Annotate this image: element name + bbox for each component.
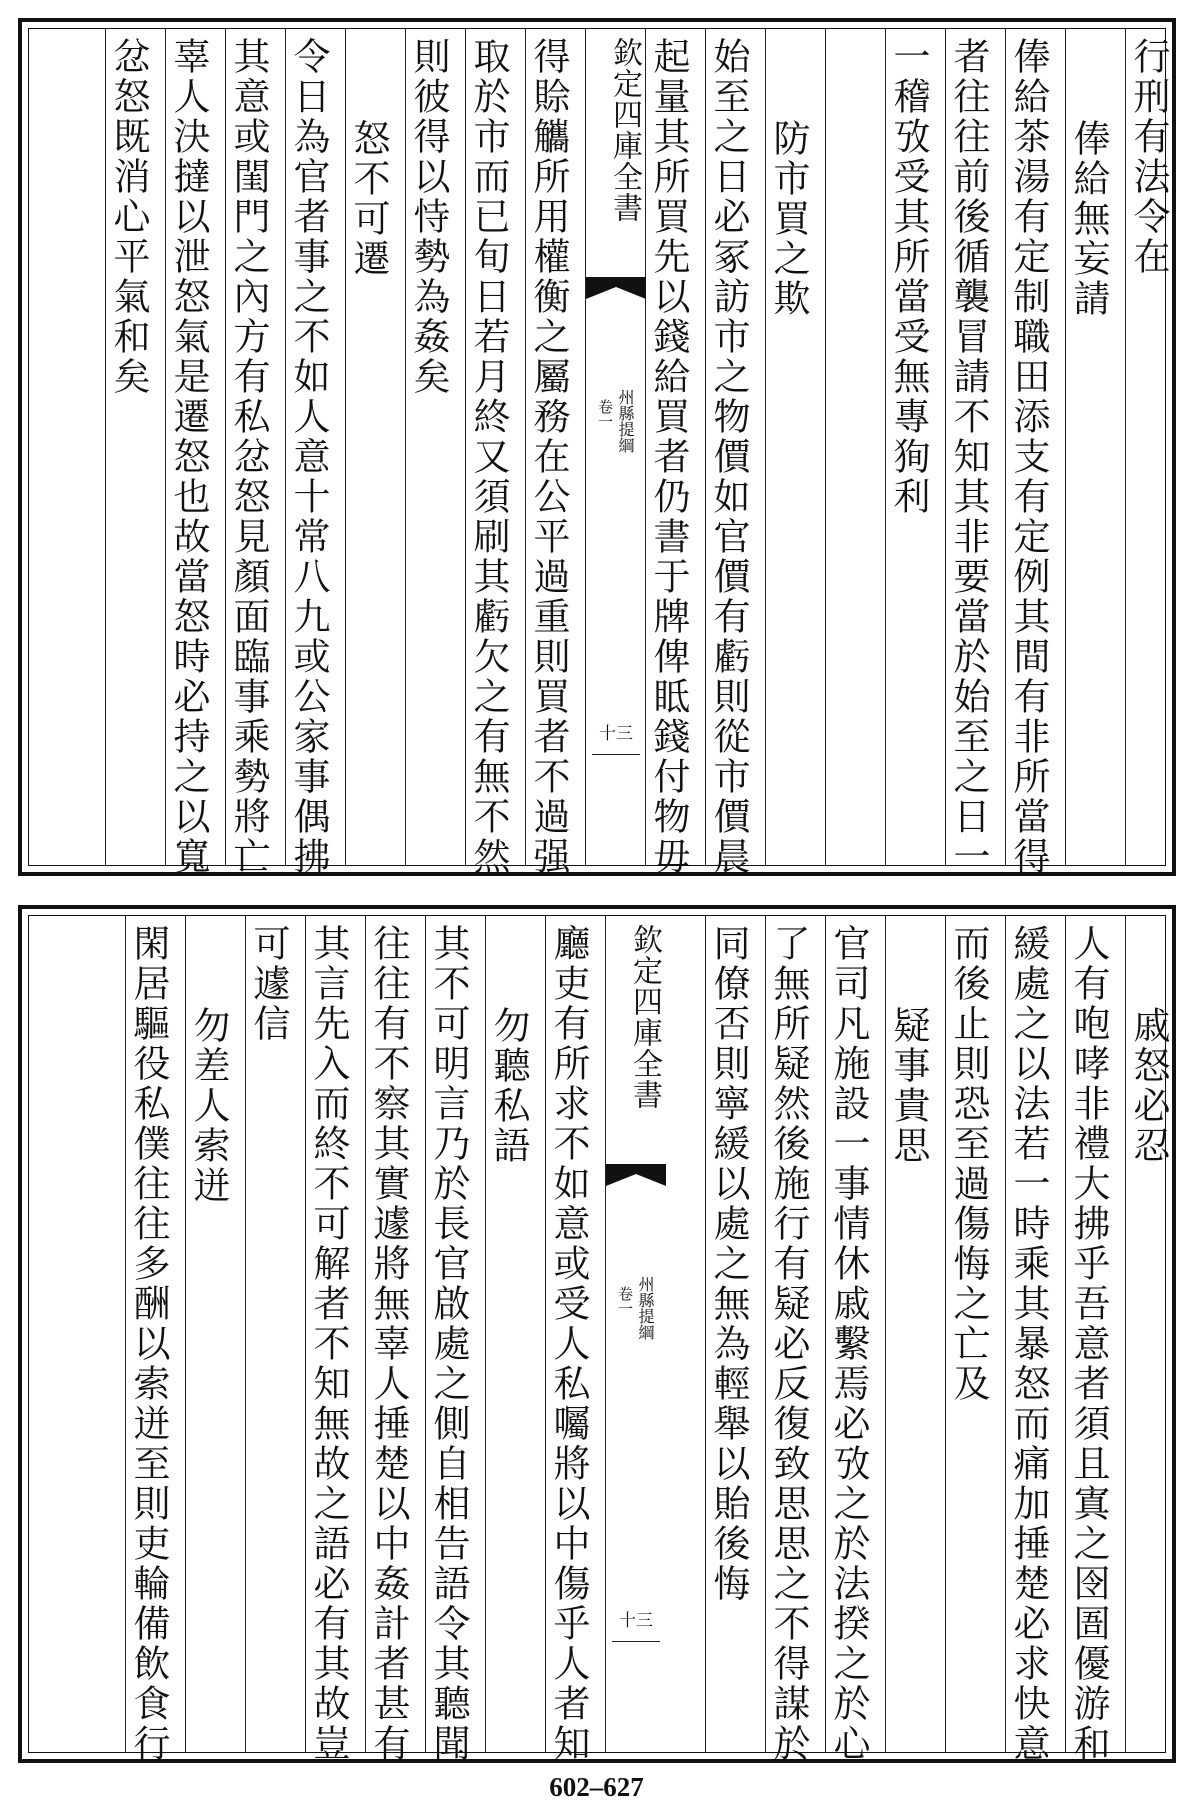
text-column xyxy=(545,916,590,1764)
volume-label: 卷一 xyxy=(616,1286,634,1316)
column-text: 緩處之以法若一時乘其暴怒而痛加捶楚必求快意 xyxy=(1007,924,1050,1764)
column-text: 其言先入而終不可解者不知無故之語必有其故豈 xyxy=(307,924,350,1764)
top-page-panel xyxy=(18,18,1176,876)
text-column xyxy=(225,29,270,877)
heading-column xyxy=(345,29,390,865)
column-text: 忿怒既消心平氣和矣 xyxy=(107,37,150,397)
text-column xyxy=(705,29,750,877)
fishtail-ornament xyxy=(586,277,646,299)
text-column xyxy=(1065,916,1110,1764)
volume-label: 卷一 xyxy=(596,399,614,429)
section-heading: 疑事貴思 xyxy=(887,1006,930,1166)
column-text: 其不可明言乃於長官啟處之側自相告語令其聽聞 xyxy=(427,924,470,1764)
column-text: 人有咆哮非禮大拂乎吾意者須且寘之囹圄優游和 xyxy=(1067,924,1110,1764)
book-title: 州縣提綱 xyxy=(636,1276,655,1340)
text-column xyxy=(945,916,990,1752)
text-column xyxy=(765,916,810,1764)
text-column xyxy=(425,916,470,1764)
column-text: 同僚否則寧緩以處之無為輕舉以貽後悔 xyxy=(707,924,750,1604)
text-column xyxy=(705,916,750,1752)
column-text: 行刑有法令在 xyxy=(1127,37,1170,277)
book-collection-title: 欽定四庫全書 xyxy=(627,924,662,1110)
text-column xyxy=(125,916,170,1764)
column-text: 而後止則恐至過傷悔之亡及 xyxy=(947,924,990,1404)
text-column xyxy=(305,916,350,1764)
column-text: 其意或閨門之內方有私忿怒見顏面臨事乘勢將亡 xyxy=(227,37,270,877)
section-heading: 戚怒必忍 xyxy=(1127,1006,1170,1166)
column-text: 閑居驅役私僕往往多酬以索迸至則吏輪備飲食行 xyxy=(127,924,170,1764)
text-column xyxy=(405,29,450,865)
column-text: 了無所疑然後施行有疑必反復致思思之不得謀於 xyxy=(767,924,810,1764)
center-strip xyxy=(585,29,646,865)
column-text: 起量其所買先以錢給買者仍書于牌俾眡錢付物毋 xyxy=(647,37,690,877)
heading-column xyxy=(485,916,530,1752)
fishtail-ornament xyxy=(606,1164,666,1186)
bottom-page-panel xyxy=(18,905,1176,1763)
column-text: 得賒觿所用權衡之屬務在公平過重則買者不過强 xyxy=(527,37,570,877)
column-text: 廳吏有所求不如意或受人私囑將以中傷乎人者知 xyxy=(547,924,590,1764)
folio-number: 十三 xyxy=(599,724,633,744)
text-column xyxy=(945,29,990,877)
column-text: 者往往前後循襲冒請不知其非要當於始至之日一 xyxy=(947,37,990,877)
text-column xyxy=(465,29,510,877)
section-heading: 勿聽私語 xyxy=(487,1006,530,1166)
section-heading: 怒不可遷 xyxy=(347,119,390,279)
column-text: 往往有不察其實遽將無辜人捶楚以中姦計者甚有 xyxy=(367,924,410,1764)
column-text: 官司凡施設一事情休戚繫焉必攷之於法揆之於心 xyxy=(827,924,870,1764)
text-column xyxy=(525,29,570,877)
text-column xyxy=(885,29,930,865)
column-text: 令日為官者事之不如人意十常八九或公家事偶拂 xyxy=(287,37,330,877)
top-page-frame xyxy=(28,28,1170,877)
strip-rule xyxy=(612,1641,660,1642)
text-column xyxy=(285,29,330,877)
heading-column xyxy=(765,29,810,865)
column-text: 始至之日必冢訪市之物價如官價有虧則從市價晨 xyxy=(707,37,750,877)
text-column xyxy=(1125,29,1170,865)
text-column xyxy=(105,29,150,865)
section-heading: 防市買之欺 xyxy=(767,119,810,319)
text-column xyxy=(365,916,410,1764)
column-text: 則彼得以恃勢為姦矣 xyxy=(407,37,450,397)
column-text: 一稽攷受其所當受無專狥利 xyxy=(887,37,930,517)
text-column xyxy=(1005,29,1050,877)
column-text: 取於市而已旬日若月終又須刷其虧欠之有無不然 xyxy=(467,37,510,877)
book-collection-title: 欽定四庫全書 xyxy=(607,37,642,223)
column-text: 俸給茶湯有定制職田添支有定例其間有非所當得 xyxy=(1007,37,1050,877)
heading-column xyxy=(885,916,930,1752)
blank-column xyxy=(825,29,870,865)
center-strip xyxy=(605,916,666,1752)
text-column xyxy=(825,916,870,1764)
heading-column xyxy=(1125,916,1170,1752)
strip-rule xyxy=(592,754,640,755)
folio-number: 十三 xyxy=(619,1611,653,1631)
column-text: 辜人決撻以泄怒氣是遷怒也故當怒時必持之以寬 xyxy=(167,37,210,877)
section-heading: 勿差人索迸 xyxy=(187,1006,230,1206)
text-column xyxy=(1005,916,1050,1764)
heading-column xyxy=(185,916,230,1752)
heading-column xyxy=(1065,29,1110,865)
book-title: 州縣提綱 xyxy=(616,389,635,453)
text-column xyxy=(645,29,690,877)
bottom-page-frame xyxy=(28,915,1170,1764)
column-text: 可遽信 xyxy=(247,924,290,1044)
text-column xyxy=(165,29,210,877)
page-number: 602–627 xyxy=(549,1772,644,1802)
section-heading: 俸給無妄請 xyxy=(1067,119,1110,319)
text-column xyxy=(245,916,290,1752)
